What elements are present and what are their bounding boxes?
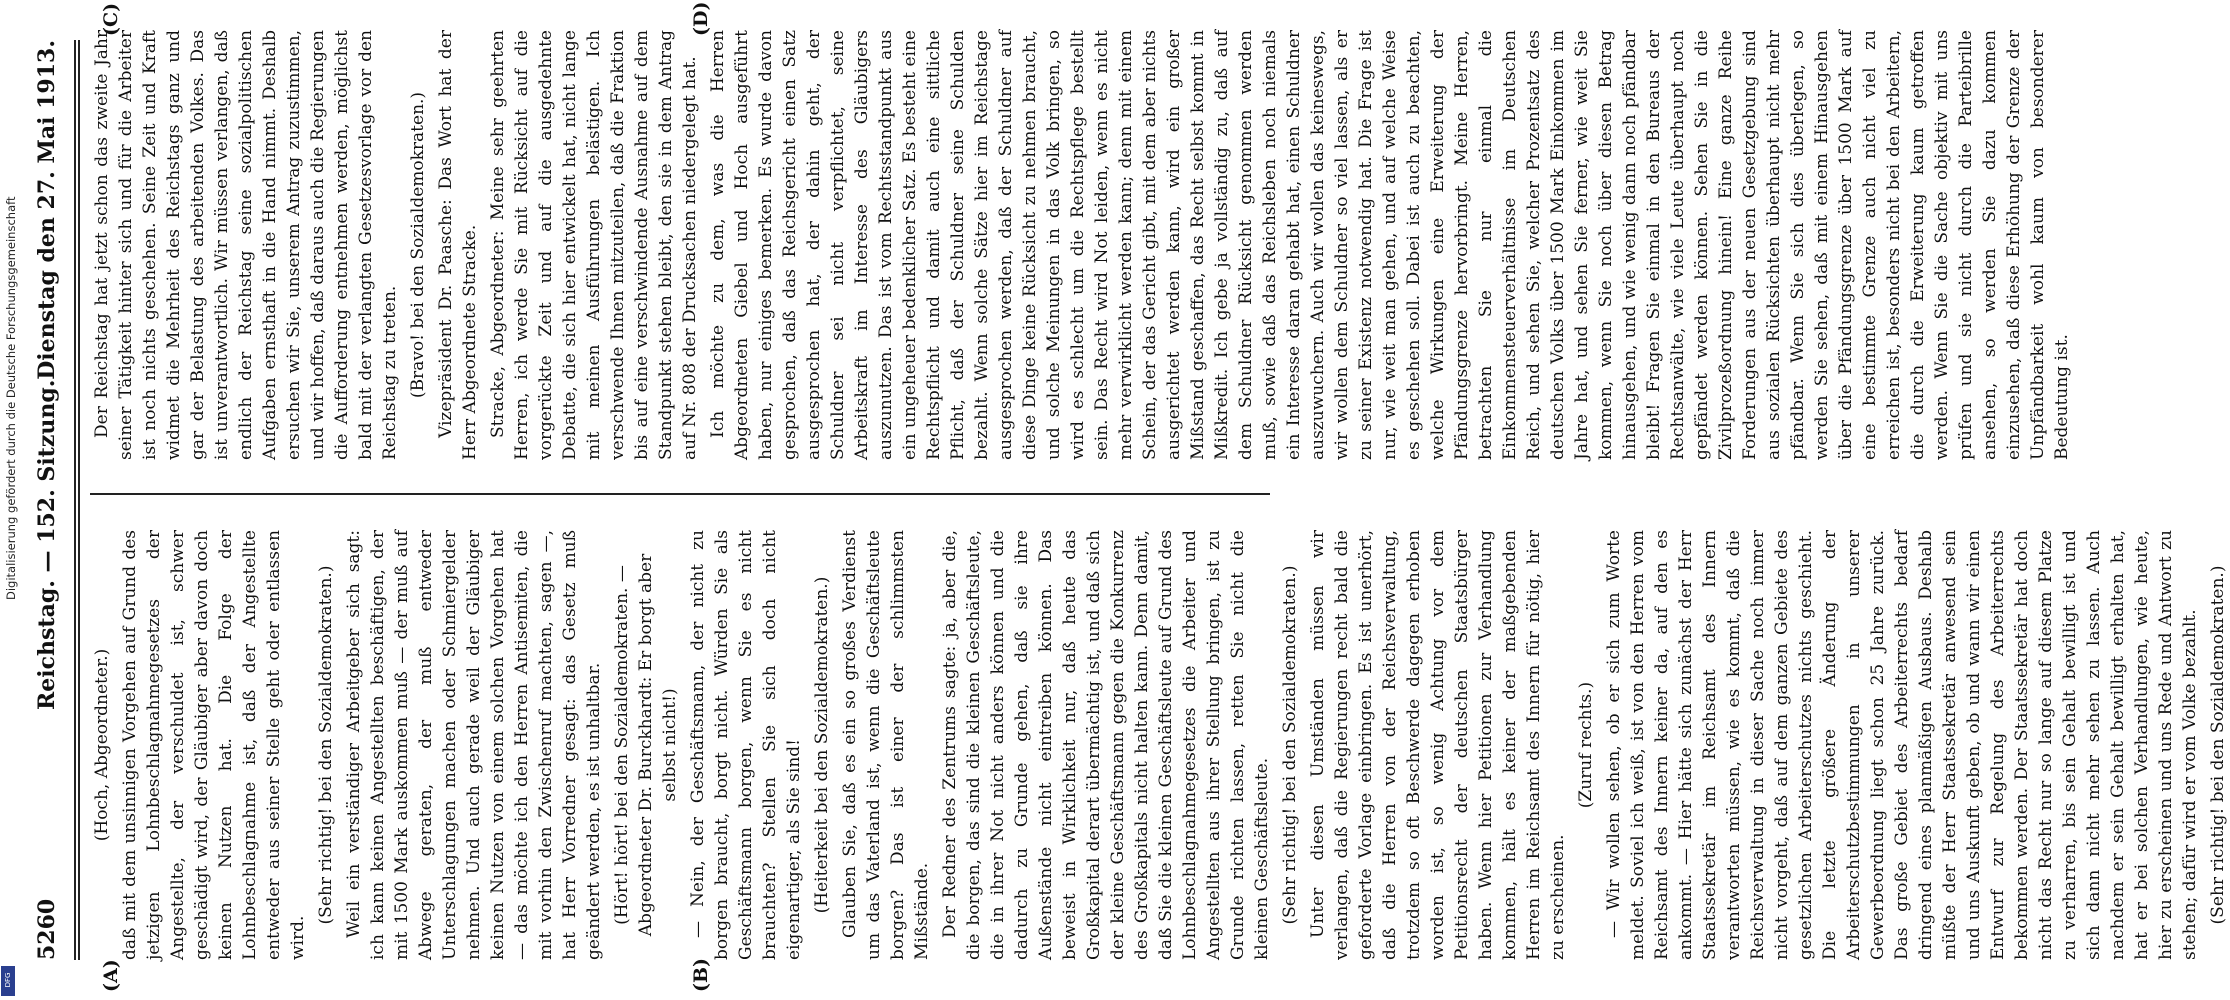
interjection: (Sehr richtig! bei den Sozialdemokraten.) [1280, 565, 1300, 925]
paragraph: Der Redner des Zentrums sagte: ja, aber die, die borgen, das sind die kleinen Geschäftsleute, die in ihrer Not nicht anders können und die dadurch zu Grunde gehen, daß sie ihre Außenstände nicht eintreiben können. Das beweist in Wirklichkeit nur, daß heute das Großkapital derart übermächtig ist, und daß sich der kleine Geschäftsmann gegen die Konkurrenz des Großkapitals nicht halten kann. Denn damit, daß Sie die kleinen Geschäftsleute auf Grund des Lohnbeschlagnahmegesetzes die Arbeiter und Angestellten aus ihrer Stellung bringen, ist zu Grunde richten lassen, retten Sie nicht die kleinen Geschäftsleute. [940, 530, 1272, 960]
paragraph: — Nein, der Geschäftsmann, der nicht zu borgen braucht, borgt nicht. Würden Sie als Geschäftsmann borgen, wenn Sie es nicht brauchten? Stellen Sie sich doch nicht eigenartiger, als Sie sind! [688, 530, 804, 960]
speaker-announcement: Vizepräsident Dr. Paasche: Das Wort hat der Herr Abgeordnete Stracke. [436, 30, 480, 460]
right-column [90, 30, 2072, 460]
speaker-attribution: (Hoch, Abgeordneter.) [92, 648, 112, 842]
header-rule-double [78, 40, 80, 960]
page-header [28, 40, 68, 960]
dfg-logo-label: DFG [4, 972, 12, 988]
page-number: 5260 [34, 898, 60, 960]
paragraph: Weil ein verständiger Arbeitgeber sich sagt: ich kann keinen Angestellten beschäftigen, der mit 1500 Mark auskommen muß — der muß auf Abwege geraten, der muß entweder Unterschlagungen machen oder Schmiergelder nehmen. Und auch gerade weil der Gläubiger keinen Nutzen von einem solchen Vorgehen hat — das möchte ich den Herren Antisemiten, die mit vorhin den Zwischenruf machten, sagen —, hat Herr Vorredner gesagt: das Gesetz muß geändert werden, es ist unhaltbar. [344, 530, 604, 960]
interjection: (Sehr richtig! bei den Sozialdemokraten.) [316, 565, 336, 925]
paragraph: Stracke, Abgeordneter: Meine sehr geehrten Herren, ich werde Sie mit Rücksicht auf die vorgerückte Zeit und auf die ausgedehnte Debatte, die sich hier entwickelt hat, nicht lange mit meinen Ausführungen belästigen. Ich verschwende Ihnen mitzuteilen, daß die Fraktion bis auf eine verschwindende Ausnahme auf dem Standpunkt stehen bleibt, den sie in dem Antrag auf Nr. 808 der Drucksachen niedergelegt hat. [488, 30, 700, 460]
interjection: (Hört! hört! bei den Sozialdemokraten. — Abgeordneter Dr. Burckhardt: Er borgt aber selbst nicht!) [612, 553, 680, 937]
left-column [90, 530, 2228, 960]
margin-marker-c: (C) [100, 2, 122, 36]
paragraph: Ich möchte zu dem, was die Herren Abgeordneten Giebel und Hoch ausgeführt haben, nur einiges bemerken. Es wurde davon gesprochen, daß das Reichsgericht einen Satz ausgesprochen hat, der dahin geht, der Schuldner sei nicht verpflichtet, seine Arbeitskraft im Interesse des Gläubigers auszunutzen. Das ist vom Rechtsstandpunkt aus ein ungeheuer bedenklicher Satz. Es besteht eine Rechtspflicht und damit auch eine sittliche Pflicht, daß der Schuldner seine Schulden bezahlt. Wenn solche Sätze hier im Reichstage ausgesprochen werden, daß der Schuldner auf diese Dinge keine Rücksicht zu nehmen braucht, und solche Meinungen in das Volk bringen, so wird es schlecht um die Rechtspflege bestellt sein. Das Recht wird Not leiden, wenn es nicht mehr verwirklicht werden kann; denn mit einem Schein, der das Gericht gibt, mit dem aber nichts ausgerichtet werden kann, wird ein großer Mißstand geschaffen, das Recht selbst kommt in Mißkredit. Ich gebe ja vollständig zu, daß auf dem Schuldner Rücksicht genommen werden muß, sowie daß das Reichsleben noch niemals ein Interesse daran gehabt hat, einen Schuldner auszuwuchern. Auch wir wollen das keineswegs, wir wollen dem Schuldner so viel lassen, als er zu seiner Existenz notwendig hat. Die Frage ist nur, wie weit man gehen, und auf welche Weise es geschehen soll. Dabei ist auch zu beachten, welche Wirkungen eine Erweiterung der Pfändungsgrenze hervorbringt. Meine Herren, betrachten Sie nur einmal die Einkommensteuerverhältnisse im Deutschen Reich, und sehen Sie, welcher Prozentsatz des deutschen Volks über 1500 Mark Einkommen im Jahre hat, und sehen Sie ferner, wie weit Sie kommen, wenn Sie noch über diesen Betrag hinausgehen, und wie wenig dann noch pfändbar bleibt! Fragen Sie einmal in den Bureaus der Rechtsanwälte, wie viele Leute überhaupt noch gepfändet werden können. Sehen Sie in die Zivilprozeßordnung hinein! Eine ganze Reihe Forderungen aus der neuen Gesetzgebung sind aus sozialen Rücksichten überhaupt nicht mehr pfändbar. Wenn Sie sich dies überlegen, so werden Sie sehen, daß mit einem Hinausgehen über die Pfändungsgrenze über 1500 Mark auf eine bestimmte Grenze auch nicht viel zu erreichen ist, besonders nicht bei den Arbeitern, die durch die Erweiterung kaum getroffen werden. Wenn Sie die Sache objektiv mit uns prüfen und sie nicht durch die Parteibrille ansehen, so werden Sie dazu kommen einzusehen, daß diese Erhöhung der Grenze der Unpfändbarkeit wohl kaum von besonderer Bedeutung ist. [708, 30, 2072, 460]
paragraph: Der Reichstag hat jetzt schon das zweite Jahr seiner Tätigkeit hinter sich und für die Arbeiter ist noch nichts geschehen. Seine Zeit und Kraft widmet die Mehrheit des Reichstags ganz und gar der Belastung des arbeitenden Volkes. Das ist unverantwortlich. Wir müssen verlangen, daß endlich der Reichstag seine sozialpolitischen Aufgaben ernsthaft in die Hand nimmt. Deshalb ersuchen wir Sie, unserem Antrag zuzustimmen, und wir hoffen, daß daraus auch die Regierungen die Aufforderung entnehmen werden, möglichst bald mit der verlangten Gesetzesvorlage vor den Reichstag zu treten. [92, 30, 400, 460]
funding-note: Digitalisierung gefördert durch die Deutsche Forschungsgemeinschaft [4, 196, 18, 600]
dfg-logo [1, 966, 15, 996]
paragraph: — Wir wollen sehen, ob er sich zum Worte meldet. Soviel ich weiß, ist von den Herren vom Reichsamt des Innern keiner da, auf den es ankommt. — Hier hätte sich zunächst der Herr Staatssekretär im Reichsamt des Innern verantworten müssen, wie es kommt, daß die Reichsverwaltung in dieser Sache noch immer nicht vorgeht, daß auf dem ganzen Gebiete des gesetzlichen Arbeiterschutzes nichts geschieht. Die letzte größere Änderung der Arbeiterschutzbestimmungen in unserer Gewerbeordnung liegt schon 25 Jahre zurück. Das große Gebiet des Arbeiterrechts bedarf dringend eines planmäßigen Ausbaus. Deshalb müßte der Herr Staatssekretär anwesend sein und uns Auskunft geben, ob und wann wir einen Entwurf zur Regelung des Arbeiterrechts bekommen werden. Der Staatssekretär hat doch nicht das Recht nur so lange auf diesem Platze zu verharren, bis sein Gehalt bewilligt ist und sich dann nicht mehr sehen zu lassen. Auch nachdem er sein Gehalt bewilligt erhalten hat, hat er bei solchen Verhandlungen, wie heute, hier zu erscheinen und uns Rede und Antwort zu stehen; dafür wird er vom Volke bezahlt. [1604, 530, 2200, 960]
interjection: (Bravo! bei den Sozialdemokraten.) [408, 91, 428, 399]
header-rule [74, 40, 76, 960]
column-divider [90, 493, 1270, 495]
margin-marker-a: (A) [100, 959, 122, 992]
margin-marker-b: (B) [690, 957, 712, 992]
paragraph: Glauben Sie, daß es ein so großes Verdienst um das Vaterland ist, wenn die Geschäftsleute borgen? Das ist einer der schlimmsten Mißstände. [840, 530, 932, 960]
running-title: Reichstag. — 152. Sitzung. [34, 379, 60, 710]
session-date: Dienstag den 27. Mai 1913. [34, 40, 60, 380]
interjection: (Zuruf rechts.) [1576, 681, 1596, 809]
paragraph: daß mit dem unsinnigen Vorgehen auf Grund des jetzigen Lohnbeschlagnahmegesetzes der Angestellte, der verschuldet ist, schwer geschädigt wird, der Gläubiger aber davon doch keinen Nutzen hat. Die Folge der Lohnbeschlagnahme ist, daß der Angestellte entweder aus seiner Stelle geht oder entlassen wird. [120, 530, 308, 960]
interjection: (Sehr richtig! bei den Sozialdemokraten.) [2208, 565, 2228, 925]
paragraph: Unter diesen Umständen müssen wir verlangen, daß die Regierungen recht bald die geforderte Vorlage einbringen. Es ist unerhört, daß die Herren von der Reichsverwaltung, trotzdem so oft Beschwerde dagegen erhoben worden ist, so wenig Achtung vor dem Petitionsrecht der deutschen Staatsbürger haben. Wenn hier Petitionen zur Verhandlung kommen, hält es keiner der maßgebenden Herren im Reichsamt des Innern für nötig, hier zu erscheinen. [1308, 530, 1568, 960]
margin-marker-d: (D) [690, 1, 712, 36]
interjection: (Heiterkeit bei den Sozialdemokraten.) [812, 576, 832, 914]
